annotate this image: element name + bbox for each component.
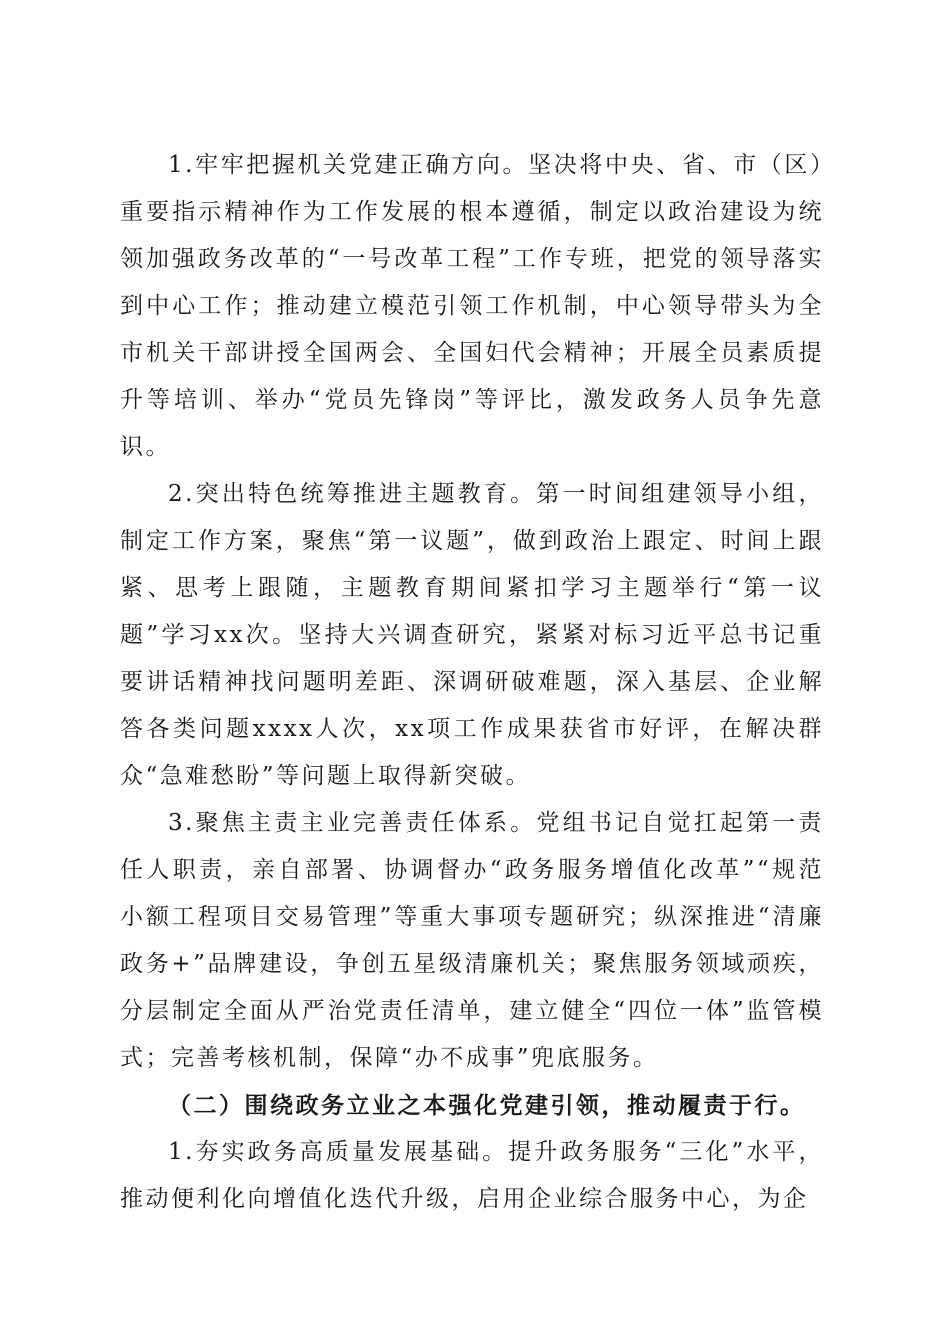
paragraph-theme-education: 2.突出特色统筹推进主题教育。第一时间组建领导小组，制定工作方案，聚焦“第一议题”，做到政治上跟定、时间上跟紧、思考上跟随，主题教育期间紧扣学习主题举行“第一议题”学习xx次。坚持大兴调查研究，紧紧对标习近平总书记重要讲话精神找问题明差距、深调研破难题，深入基层、企业解答各类问题xxxx人次，xx项工作成果获省市好评，在解决群众“急难愁盼”等问题上取得新突破。: [120, 481, 824, 789]
document-body: [120, 142, 824, 1223]
paragraph-party-building-direction: 1.牢牢把握机关党建正确方向。坚决将中央、省、市（区）重要指示精神作为工作发展的根本遵循，制定以政治建设为统领加强政务改革的“一号改革工程”工作专班，把党的领导落实到中心工作；推动建立模范引领工作机制，中心领导带头为全市机关干部讲授全国两会、全国妇代会精神；开展全员素质提升等培训、举办“党员先锋岗”等评比，激发政务人员争先意识。: [120, 152, 824, 460]
section-heading: （二）围绕政务立业之本强化党建引领，推动履责于行。: [168, 1092, 806, 1119]
paragraph-responsibility-system: 3.聚焦主责主业完善责任体系。党组书记自觉扛起第一责任人职责，亲自部署、协调督办“政务服务增值化改革”“规范小额工程项目交易管理”等重大事项专题研究；纵深推进“清廉政务+”品牌建设，争创五星级清廉机关；聚焦服务领域顽疾，分层制定全面从严治党责任清单，建立健全“四位一体”监管模式；完善考核机制，保障“办不成事”兜底服务。: [120, 810, 824, 1071]
paragraph-government-service-foundation: 1.夯实政务高质量发展基础。提升政务服务“三化”水平，推动便利化向增值化迭代升级，启用企业综合服务中心，为企: [120, 1139, 824, 1212]
